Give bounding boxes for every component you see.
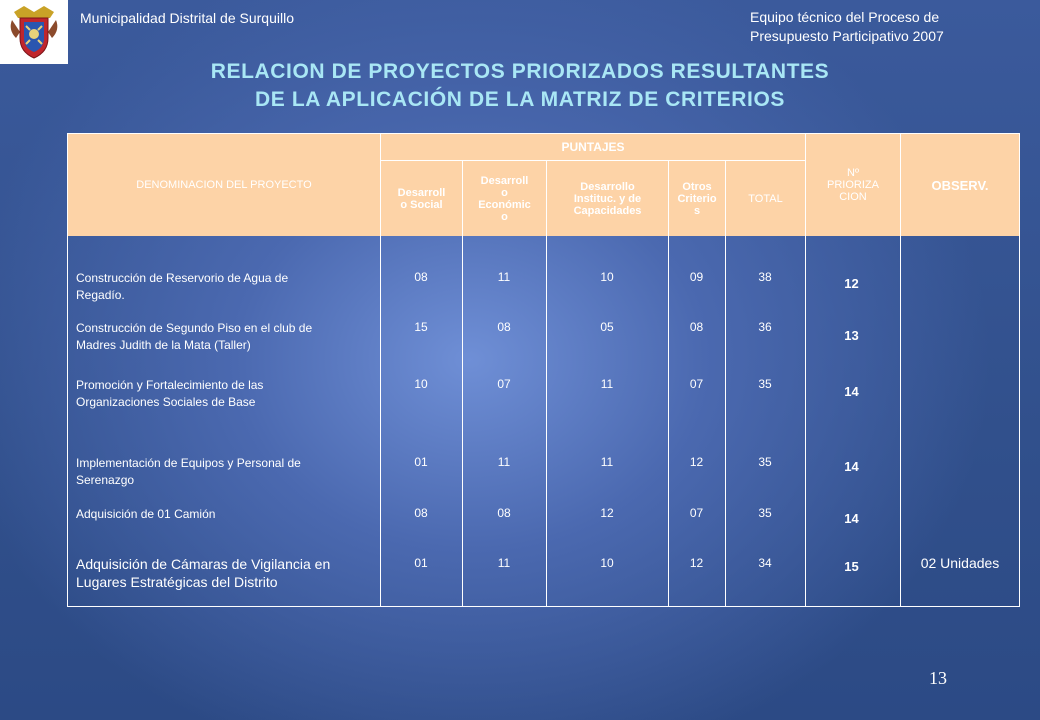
score-social: 10 [414, 377, 428, 391]
table-row-project [76, 455, 376, 489]
score-institutional: 11 [600, 377, 614, 391]
score-total: 35 [758, 455, 772, 469]
project-name-line1: Adquisición de 01 Camión [76, 507, 216, 521]
grid-line [668, 236, 669, 606]
team-caption [750, 8, 944, 46]
header-economic-line2: o [501, 186, 508, 199]
grid-line [462, 236, 463, 606]
project-name-line2: Lugares Estratégicas del Distrito [76, 574, 278, 590]
header-other-line1: Otros [682, 180, 712, 193]
coat-of-arms-icon [6, 4, 62, 60]
score-institutional: 10 [600, 556, 614, 570]
header-other [668, 160, 725, 236]
priority-number: 14 [844, 459, 859, 474]
score-total: 34 [758, 556, 772, 570]
table-row-project [76, 555, 376, 591]
grid-line [67, 606, 1020, 607]
header-other-line2: Criterio [677, 192, 717, 205]
score-total: 36 [758, 320, 772, 334]
score-other: 07 [689, 506, 704, 520]
score-economic: 11 [497, 556, 511, 570]
score-economic: 08 [497, 506, 511, 520]
score-institutional: 10 [600, 270, 614, 284]
header-economic [462, 160, 546, 236]
score-other: 12 [689, 455, 704, 469]
header-observations [900, 133, 1020, 236]
header-priority [805, 133, 900, 236]
header-priority-line1: Nº [847, 167, 859, 179]
score-institutional: 11 [600, 455, 614, 469]
score-economic: 11 [497, 455, 511, 469]
score-other: 09 [689, 270, 704, 284]
table-row-project [76, 506, 376, 523]
project-name-line2: Regadío. [76, 288, 125, 302]
priority-number: 12 [844, 276, 859, 291]
score-social: 15 [414, 320, 428, 334]
score-social: 08 [414, 270, 428, 284]
score-other: 07 [689, 377, 704, 391]
score-institutional: 05 [600, 320, 614, 334]
header-institutional [546, 160, 668, 236]
header-priority-line2: PRIORIZA [827, 179, 879, 191]
header-institutional-line1: Desarrollo [580, 180, 635, 193]
score-total: 35 [758, 377, 772, 391]
project-name-line1: Construcción de Segundo Piso en el club de [76, 321, 313, 335]
score-economic: 11 [497, 270, 511, 284]
header-social [380, 160, 462, 236]
municipal-coat-of-arms-logo [0, 0, 68, 64]
grid-line [1019, 236, 1020, 606]
header-total-label: TOTAL [748, 192, 783, 205]
priority-number: 14 [844, 384, 859, 399]
organization-name: Municipalidad Distrital de Surquillo [80, 10, 294, 26]
grid-line [900, 236, 901, 606]
header-other-line3: s [693, 204, 701, 217]
header-scores-label: PUNTAJES [561, 140, 625, 154]
score-economic: 07 [497, 377, 511, 391]
header-priority-line3: CION [839, 191, 867, 203]
slide-title-line2: DE LA APLICACIÓN DE LA MATRIZ DE CRITERIOS [255, 88, 785, 111]
table-row-project [76, 377, 376, 411]
project-name-line2: Madres Judith de la Mata (Taller) [76, 338, 251, 352]
score-economic: 08 [497, 320, 511, 334]
score-social: 01 [414, 455, 428, 469]
grid-line [546, 236, 547, 606]
project-name-line1: Promoción y Fortalecimiento de las [76, 378, 264, 392]
header-economic-line4: o [501, 210, 508, 223]
priority-number: 15 [844, 559, 859, 574]
header-social-line2: o Social [400, 198, 443, 211]
score-total: 35 [758, 506, 772, 520]
project-name-line2: Organizaciones Sociales de Base [76, 395, 256, 409]
score-total: 38 [758, 270, 772, 284]
slide-title [0, 58, 1040, 114]
project-name-line1: Construcción de Reservorio de Agua de [76, 271, 289, 285]
priority-number: 13 [844, 328, 859, 343]
score-social: 08 [414, 506, 428, 520]
grid-line [805, 236, 806, 606]
header-institutional-line2: Instituc. y de [573, 192, 642, 205]
project-name-line1: Adquisición de Cámaras de Vigilancia en [76, 556, 331, 572]
grid-line [380, 236, 381, 606]
score-other: 12 [689, 556, 704, 570]
header-scores-group [380, 133, 805, 160]
header-institutional-line3: Capacidades [573, 204, 642, 217]
observation-note: 02 Unidades [920, 555, 1000, 571]
grid-line [67, 236, 68, 606]
header-project [67, 133, 380, 236]
score-social: 01 [414, 556, 428, 570]
team-caption-line1: Equipo técnico del Proceso de [750, 9, 940, 25]
slide-title-line1: RELACION DE PROYECTOS PRIORIZADOS RESULTANTES [210, 60, 830, 83]
table-row-project [76, 270, 376, 304]
project-name-line1: Implementación de Equipos y Personal de [76, 456, 301, 470]
page-number: 13 [929, 668, 947, 688]
grid-line [725, 236, 726, 606]
header-economic-line1: Desarroll [480, 174, 529, 187]
header-project-label: DENOMINACION DEL PROYECTO [136, 179, 312, 191]
project-name-line2: Serenazgo [76, 473, 135, 487]
table-row-project [76, 320, 376, 354]
score-institutional: 12 [600, 506, 614, 520]
header-economic-line3: Económic [478, 198, 531, 211]
priority-number: 14 [844, 511, 859, 526]
header-observations-label: OBSERV. [931, 177, 989, 193]
header-social-line1: Desarroll [397, 186, 446, 199]
header-total [725, 160, 805, 236]
team-caption-line2: Presupuesto Participativo 2007 [750, 28, 944, 44]
score-other: 08 [689, 320, 704, 334]
